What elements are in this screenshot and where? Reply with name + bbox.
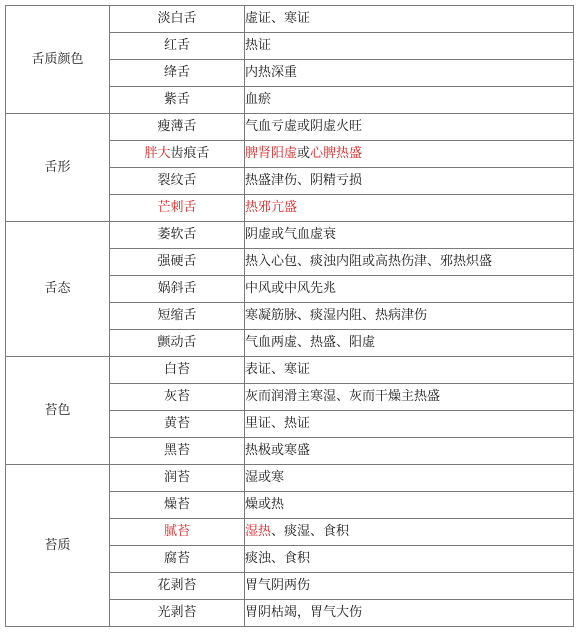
indication-cell: [245, 87, 574, 114]
indication-cell: [245, 546, 574, 573]
text-segment: 热证: [245, 38, 272, 53]
text-segment: 湿或寒: [245, 470, 285, 485]
tongue-sign-cell: [110, 276, 245, 303]
text-segment: 灰而润滑主寒湿、灰而干燥主热盛: [245, 389, 441, 404]
tongue-sign-cell: [110, 6, 245, 33]
indication-cell: [245, 303, 574, 330]
text-segment: 绛舌: [163, 65, 190, 80]
indication-cell: [245, 33, 574, 60]
tongue-sign-cell: [110, 573, 245, 600]
text-segment: 红舌: [163, 38, 190, 53]
table-row: [6, 357, 574, 384]
tongue-sign-cell: [110, 519, 245, 546]
text-segment: 白苔: [163, 362, 190, 377]
text-segment: 光剥苔: [157, 605, 197, 620]
tongue-sign-cell: [110, 303, 245, 330]
tongue-sign-cell: [110, 222, 245, 249]
tongue-sign-cell: [110, 141, 245, 168]
text-segment: 热极或寒盛: [245, 443, 311, 458]
category-cell: 舌形: [6, 114, 110, 222]
indication-cell: [245, 168, 574, 195]
tongue-sign-cell: [110, 60, 245, 87]
text-segment: 淡白舌: [157, 11, 197, 26]
text-segment: 血瘀: [245, 92, 272, 107]
text-segment: 黄苔: [163, 416, 190, 431]
text-segment: 腐苔: [163, 551, 190, 566]
indication-cell: [245, 519, 574, 546]
text-segment: 表证、寒证: [245, 362, 311, 377]
text-segment: 紫舌: [163, 92, 190, 107]
tongue-sign-cell: [110, 114, 245, 141]
tongue-sign-cell: [110, 168, 245, 195]
indication-cell: [245, 384, 574, 411]
tongue-sign-cell: [110, 438, 245, 465]
table-row: [6, 222, 574, 249]
table-row: [6, 465, 574, 492]
tongue-sign-cell: [110, 600, 245, 627]
text-segment: 燥苔: [163, 497, 190, 512]
indication-cell: [245, 6, 574, 33]
text-segment: 齿痕舌: [170, 146, 210, 161]
text-segment: 气血两虚、热盛、阳虚: [245, 335, 376, 350]
indication-cell: [245, 573, 574, 600]
tongue-sign-cell: [110, 33, 245, 60]
highlighted-text: 腻苔: [163, 524, 190, 539]
text-segment: 娲斜舌: [157, 281, 197, 296]
indication-cell: [245, 465, 574, 492]
tongue-sign-cell: [110, 411, 245, 438]
highlighted-text: 胖大: [144, 146, 171, 161]
highlighted-text: 芒刺舌: [157, 200, 197, 215]
indication-cell: [245, 114, 574, 141]
text-segment: 短缩舌: [157, 308, 197, 323]
tongue-sign-cell: [110, 465, 245, 492]
tongue-sign-cell: [110, 546, 245, 573]
text-segment: 痰浊、食积: [245, 551, 311, 566]
text-segment: 虚证、寒证: [245, 11, 311, 26]
text-segment: 花剥苔: [157, 578, 197, 593]
text-segment: 寒凝筋脉、痰湿内阻、热病津伤: [245, 308, 428, 323]
text-segment: 胃阴枯竭，胃气大伤: [245, 605, 363, 620]
text-segment: 里证、热证: [245, 416, 311, 431]
indication-cell: [245, 276, 574, 303]
tongue-sign-cell: [110, 87, 245, 114]
text-segment: 阴虚或气血虚衰: [245, 227, 337, 242]
table-body: [6, 6, 574, 627]
text-segment: 灰苔: [163, 389, 190, 404]
indication-cell: [245, 222, 574, 249]
tongue-sign-cell: [110, 249, 245, 276]
tongue-diagnosis-table: [5, 5, 574, 627]
category-cell: 舌态: [6, 222, 110, 357]
text-segment: 黑苔: [163, 443, 190, 458]
highlighted-text: 湿热: [245, 524, 272, 539]
indication-cell: [245, 600, 574, 627]
indication-cell: [245, 438, 574, 465]
text-segment: 裂纹舌: [157, 173, 197, 188]
text-segment: 萎软舌: [157, 227, 197, 242]
text-segment: 、痰湿、食积: [271, 524, 350, 539]
text-segment: 热入心包、痰浊内阻或高热伤津、邪热炽盛: [245, 254, 493, 269]
text-segment: 强硬舌: [157, 254, 197, 269]
category-cell: 舌质颜色: [6, 6, 110, 114]
text-segment: 颤动舌: [157, 335, 197, 350]
category-cell: 苔色: [6, 357, 110, 465]
text-segment: 中风或中风先兆: [245, 281, 337, 296]
text-segment: 润苔: [163, 470, 190, 485]
highlighted-text: 热邪亢盛: [245, 200, 298, 215]
indication-cell: [245, 330, 574, 357]
text-segment: 或: [297, 146, 311, 161]
indication-cell: [245, 60, 574, 87]
indication-cell: [245, 249, 574, 276]
text-segment: 热盛津伤、阴精亏损: [245, 173, 363, 188]
indication-cell: [245, 141, 574, 168]
text-segment: 内热深重: [245, 65, 298, 80]
highlighted-text: 脾肾阳虚: [245, 146, 298, 161]
indication-cell: [245, 357, 574, 384]
indication-cell: [245, 411, 574, 438]
indication-cell: [245, 492, 574, 519]
text-segment: 燥或热: [245, 497, 285, 512]
text-segment: 胃气阴两伤: [245, 578, 311, 593]
tongue-sign-cell: [110, 195, 245, 222]
indication-cell: [245, 195, 574, 222]
table-row: [6, 6, 574, 33]
highlighted-text: 心脾热盛: [310, 146, 363, 161]
tongue-sign-cell: [110, 384, 245, 411]
tongue-sign-cell: [110, 357, 245, 384]
text-segment: 气血亏虚或阴虚火旺: [245, 119, 363, 134]
tongue-sign-cell: [110, 492, 245, 519]
tongue-sign-cell: [110, 330, 245, 357]
text-segment: 瘦薄舌: [157, 119, 197, 134]
category-cell: 苔质: [6, 465, 110, 627]
table-row: [6, 114, 574, 141]
